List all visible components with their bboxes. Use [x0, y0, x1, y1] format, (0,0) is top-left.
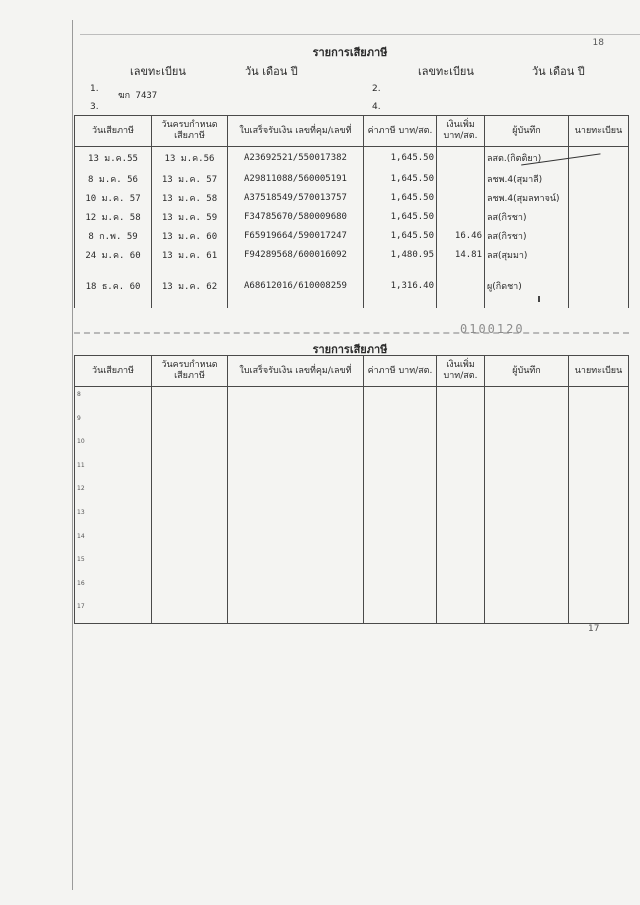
empty-cell	[364, 576, 437, 600]
empty-cell	[228, 529, 364, 553]
cell-due: 13 ม.ค. 59	[152, 207, 228, 226]
row-number-cell	[75, 529, 152, 553]
cell-receipt: A29811088/560005191	[228, 169, 364, 188]
cell-due: 13 ม.ค. 60	[152, 226, 228, 245]
empty-cell	[485, 505, 569, 529]
empty-cell	[485, 458, 569, 482]
cell-registrar	[569, 169, 629, 188]
row-number: 16	[77, 579, 85, 587]
empty-cell	[228, 481, 364, 505]
page-edge-line	[72, 20, 73, 890]
table-row	[75, 552, 629, 576]
row-number: 12	[77, 485, 85, 493]
cell-receipt: F94289568/600016092	[228, 245, 364, 264]
registration-header-2: เลขทะเบียน	[418, 65, 474, 78]
table-row	[75, 411, 629, 435]
cell-extra	[437, 188, 485, 207]
cell-paid: 8 ก.พ. 59	[75, 226, 152, 245]
empty-cell	[437, 529, 485, 553]
empty-cell	[228, 505, 364, 529]
cell-due: 13 ม.ค. 61	[152, 245, 228, 264]
col-receipt: ใบเสร็จรับเงิน เลขที่คุม/เลขที่	[228, 116, 364, 147]
empty-cell	[228, 411, 364, 435]
col-registrar: นายทะเบียน	[569, 356, 629, 387]
stamp-number: 0100120	[460, 322, 525, 336]
cell-tax: 1,645.50	[364, 169, 437, 188]
cell-recorder: ลส(สุมมา)	[485, 245, 569, 264]
empty-cell	[364, 505, 437, 529]
empty-cell	[228, 599, 364, 624]
empty-cell	[152, 529, 228, 553]
col-due-date: วันครบกำหนด เสียภาษี	[152, 116, 228, 147]
cell-tax: 1,645.50	[364, 188, 437, 207]
empty-cell	[569, 505, 629, 529]
row-number: 11	[77, 461, 85, 469]
row-number-cell	[75, 599, 152, 624]
empty-cell	[569, 387, 629, 411]
empty-cell	[569, 434, 629, 458]
registration-value-1: ฆก 7437	[118, 91, 158, 101]
row-number-cell	[75, 505, 152, 529]
reg-number-2: 2.	[372, 84, 381, 94]
cell-paid: 8 ม.ค. 56	[75, 169, 152, 188]
table-row	[75, 529, 629, 553]
cell-receipt: A37518549/570013757	[228, 188, 364, 207]
empty-cell	[228, 387, 364, 411]
cell-paid: 10 ม.ค. 57	[75, 188, 152, 207]
cell-recorder: ลชพ.4(สุมลทาจน์)	[485, 188, 569, 207]
row-number-cell	[75, 411, 152, 435]
cell-recorder: ลชพ.4(สุมาลี)	[485, 169, 569, 188]
col-recorder: ผู้บันทึก	[485, 116, 569, 147]
row-number: 13	[77, 508, 85, 516]
cell-tax: 1,645.50	[364, 147, 437, 170]
cell-extra	[437, 264, 485, 308]
table-row	[75, 576, 629, 600]
empty-cell	[152, 411, 228, 435]
empty-cell	[437, 411, 485, 435]
upper-section-title: รายการเสียภาษี	[312, 46, 388, 59]
date-header-1: วัน เดือน ปี	[245, 65, 298, 78]
cell-tax: 1,645.50	[364, 226, 437, 245]
empty-cell	[569, 599, 629, 624]
cell-paid: 24 ม.ค. 60	[75, 245, 152, 264]
reg-number-1: 1.	[90, 84, 99, 94]
empty-cell	[228, 576, 364, 600]
empty-cell	[485, 576, 569, 600]
cell-due: 13 ม.ค. 57	[152, 169, 228, 188]
table-row	[75, 188, 629, 207]
date-header-2: วัน เดือน ปี	[532, 65, 585, 78]
empty-cell	[485, 411, 569, 435]
cell-recorder: ลส(กิรชา)	[485, 207, 569, 226]
empty-cell	[569, 481, 629, 505]
table-row	[75, 226, 629, 245]
row-number-cell	[75, 387, 152, 411]
empty-cell	[569, 576, 629, 600]
col-extra: เงินเพิ่ม บาท/สต.	[437, 356, 485, 387]
empty-cell	[364, 387, 437, 411]
page-number-bottom: 17	[588, 624, 600, 634]
cell-tax: 1,480.95	[364, 245, 437, 264]
cell-due: 13 ม.ค. 58	[152, 188, 228, 207]
row-number: 17	[77, 603, 85, 611]
col-recorder: ผู้บันทึก	[485, 356, 569, 387]
registration-header-1: เลขทะเบียน	[130, 65, 186, 78]
empty-cell	[437, 434, 485, 458]
empty-cell	[364, 411, 437, 435]
row-number-cell	[75, 434, 152, 458]
empty-cell	[152, 387, 228, 411]
cell-due: 13 ม.ค. 62	[152, 264, 228, 308]
cell-tax: 1,645.50	[364, 207, 437, 226]
cell-registrar	[569, 264, 629, 308]
empty-cell	[152, 552, 228, 576]
cell-extra: 16.46	[437, 226, 485, 245]
empty-cell	[228, 458, 364, 482]
empty-cell	[437, 481, 485, 505]
cell-recorder: ผู(กิดชา)	[485, 264, 569, 308]
empty-cell	[152, 505, 228, 529]
cell-recorder: ลสต.(กิตติยา)	[485, 147, 569, 170]
row-number: 14	[77, 532, 85, 540]
col-receipt: ใบเสร็จรับเงิน เลขที่คุม/เลขที่	[228, 356, 364, 387]
cell-paid: 12 ม.ค. 58	[75, 207, 152, 226]
row-number-cell	[75, 481, 152, 505]
table-row	[75, 387, 629, 411]
empty-cell	[437, 505, 485, 529]
cell-paid: 18 ธ.ค. 60	[75, 264, 152, 308]
empty-cell	[485, 599, 569, 624]
row-number-cell	[75, 552, 152, 576]
cell-extra	[437, 147, 485, 170]
col-paid-date: วันเสียภาษี	[75, 356, 152, 387]
row-number: 9	[77, 414, 81, 422]
empty-cell	[485, 481, 569, 505]
empty-cell	[437, 552, 485, 576]
cell-registrar	[569, 207, 629, 226]
empty-cell	[437, 599, 485, 624]
reg-number-3: 3.	[90, 102, 99, 112]
cell-receipt: F65919664/590017247	[228, 226, 364, 245]
empty-cell	[228, 434, 364, 458]
page-top-line	[80, 34, 640, 35]
table-row	[75, 599, 629, 624]
cell-receipt: A23692521/550017382	[228, 147, 364, 170]
col-tax: ค่าภาษี บาท/สต.	[364, 116, 437, 147]
cell-receipt: A68612016/610008259	[228, 264, 364, 308]
empty-cell	[152, 434, 228, 458]
table-row	[75, 458, 629, 482]
empty-cell	[485, 434, 569, 458]
pen-mark	[538, 296, 540, 302]
lower-tax-table	[74, 355, 629, 624]
empty-cell	[485, 529, 569, 553]
page-number-top: 18	[592, 38, 604, 48]
empty-cell	[364, 552, 437, 576]
empty-cell	[437, 576, 485, 600]
table-header-row	[75, 116, 629, 147]
empty-cell	[437, 387, 485, 411]
empty-cell	[364, 434, 437, 458]
empty-cell	[152, 481, 228, 505]
table-row	[75, 505, 629, 529]
cell-extra	[437, 169, 485, 188]
cell-registrar	[569, 226, 629, 245]
empty-cell	[569, 552, 629, 576]
row-number-cell	[75, 576, 152, 600]
empty-cell	[228, 552, 364, 576]
cell-tax: 1,316.40	[364, 264, 437, 308]
table-header-row	[75, 356, 629, 387]
col-extra: เงินเพิ่ม บาท/สต.	[437, 116, 485, 147]
upper-tax-table	[74, 115, 629, 308]
table-row	[75, 481, 629, 505]
empty-cell	[485, 387, 569, 411]
reg-number-4: 4.	[372, 102, 381, 112]
cell-extra: 14.81	[437, 245, 485, 264]
empty-cell	[152, 458, 228, 482]
cell-paid: 13 ม.ค.55	[75, 147, 152, 170]
col-tax: ค่าภาษี บาท/สต.	[364, 356, 437, 387]
empty-cell	[152, 576, 228, 600]
cell-registrar	[569, 188, 629, 207]
row-number: 8	[77, 391, 81, 398]
empty-cell	[364, 599, 437, 624]
empty-cell	[569, 458, 629, 482]
section-separator	[74, 332, 629, 334]
empty-cell	[485, 552, 569, 576]
empty-cell	[364, 481, 437, 505]
table-row	[75, 264, 629, 308]
empty-cell	[364, 458, 437, 482]
empty-cell	[152, 599, 228, 624]
cell-receipt: F34785670/580009680	[228, 207, 364, 226]
cell-extra	[437, 207, 485, 226]
cell-recorder: ลส(กิรชา)	[485, 226, 569, 245]
lower-section-title: รายการเสียภาษี	[312, 343, 388, 356]
empty-cell	[364, 529, 437, 553]
cell-due: 13 ม.ค.56	[152, 147, 228, 170]
cell-registrar	[569, 245, 629, 264]
empty-cell	[437, 458, 485, 482]
table-row	[75, 207, 629, 226]
empty-cell	[569, 529, 629, 553]
col-paid-date: วันเสียภาษี	[75, 116, 152, 147]
table-row	[75, 169, 629, 188]
empty-cell	[569, 411, 629, 435]
row-number-cell	[75, 458, 152, 482]
col-registrar: นายทะเบียน	[569, 116, 629, 147]
row-number: 10	[77, 438, 85, 446]
row-number: 15	[77, 556, 85, 564]
col-due-date: วันครบกำหนด เสียภาษี	[152, 356, 228, 387]
table-row	[75, 245, 629, 264]
table-row	[75, 434, 629, 458]
